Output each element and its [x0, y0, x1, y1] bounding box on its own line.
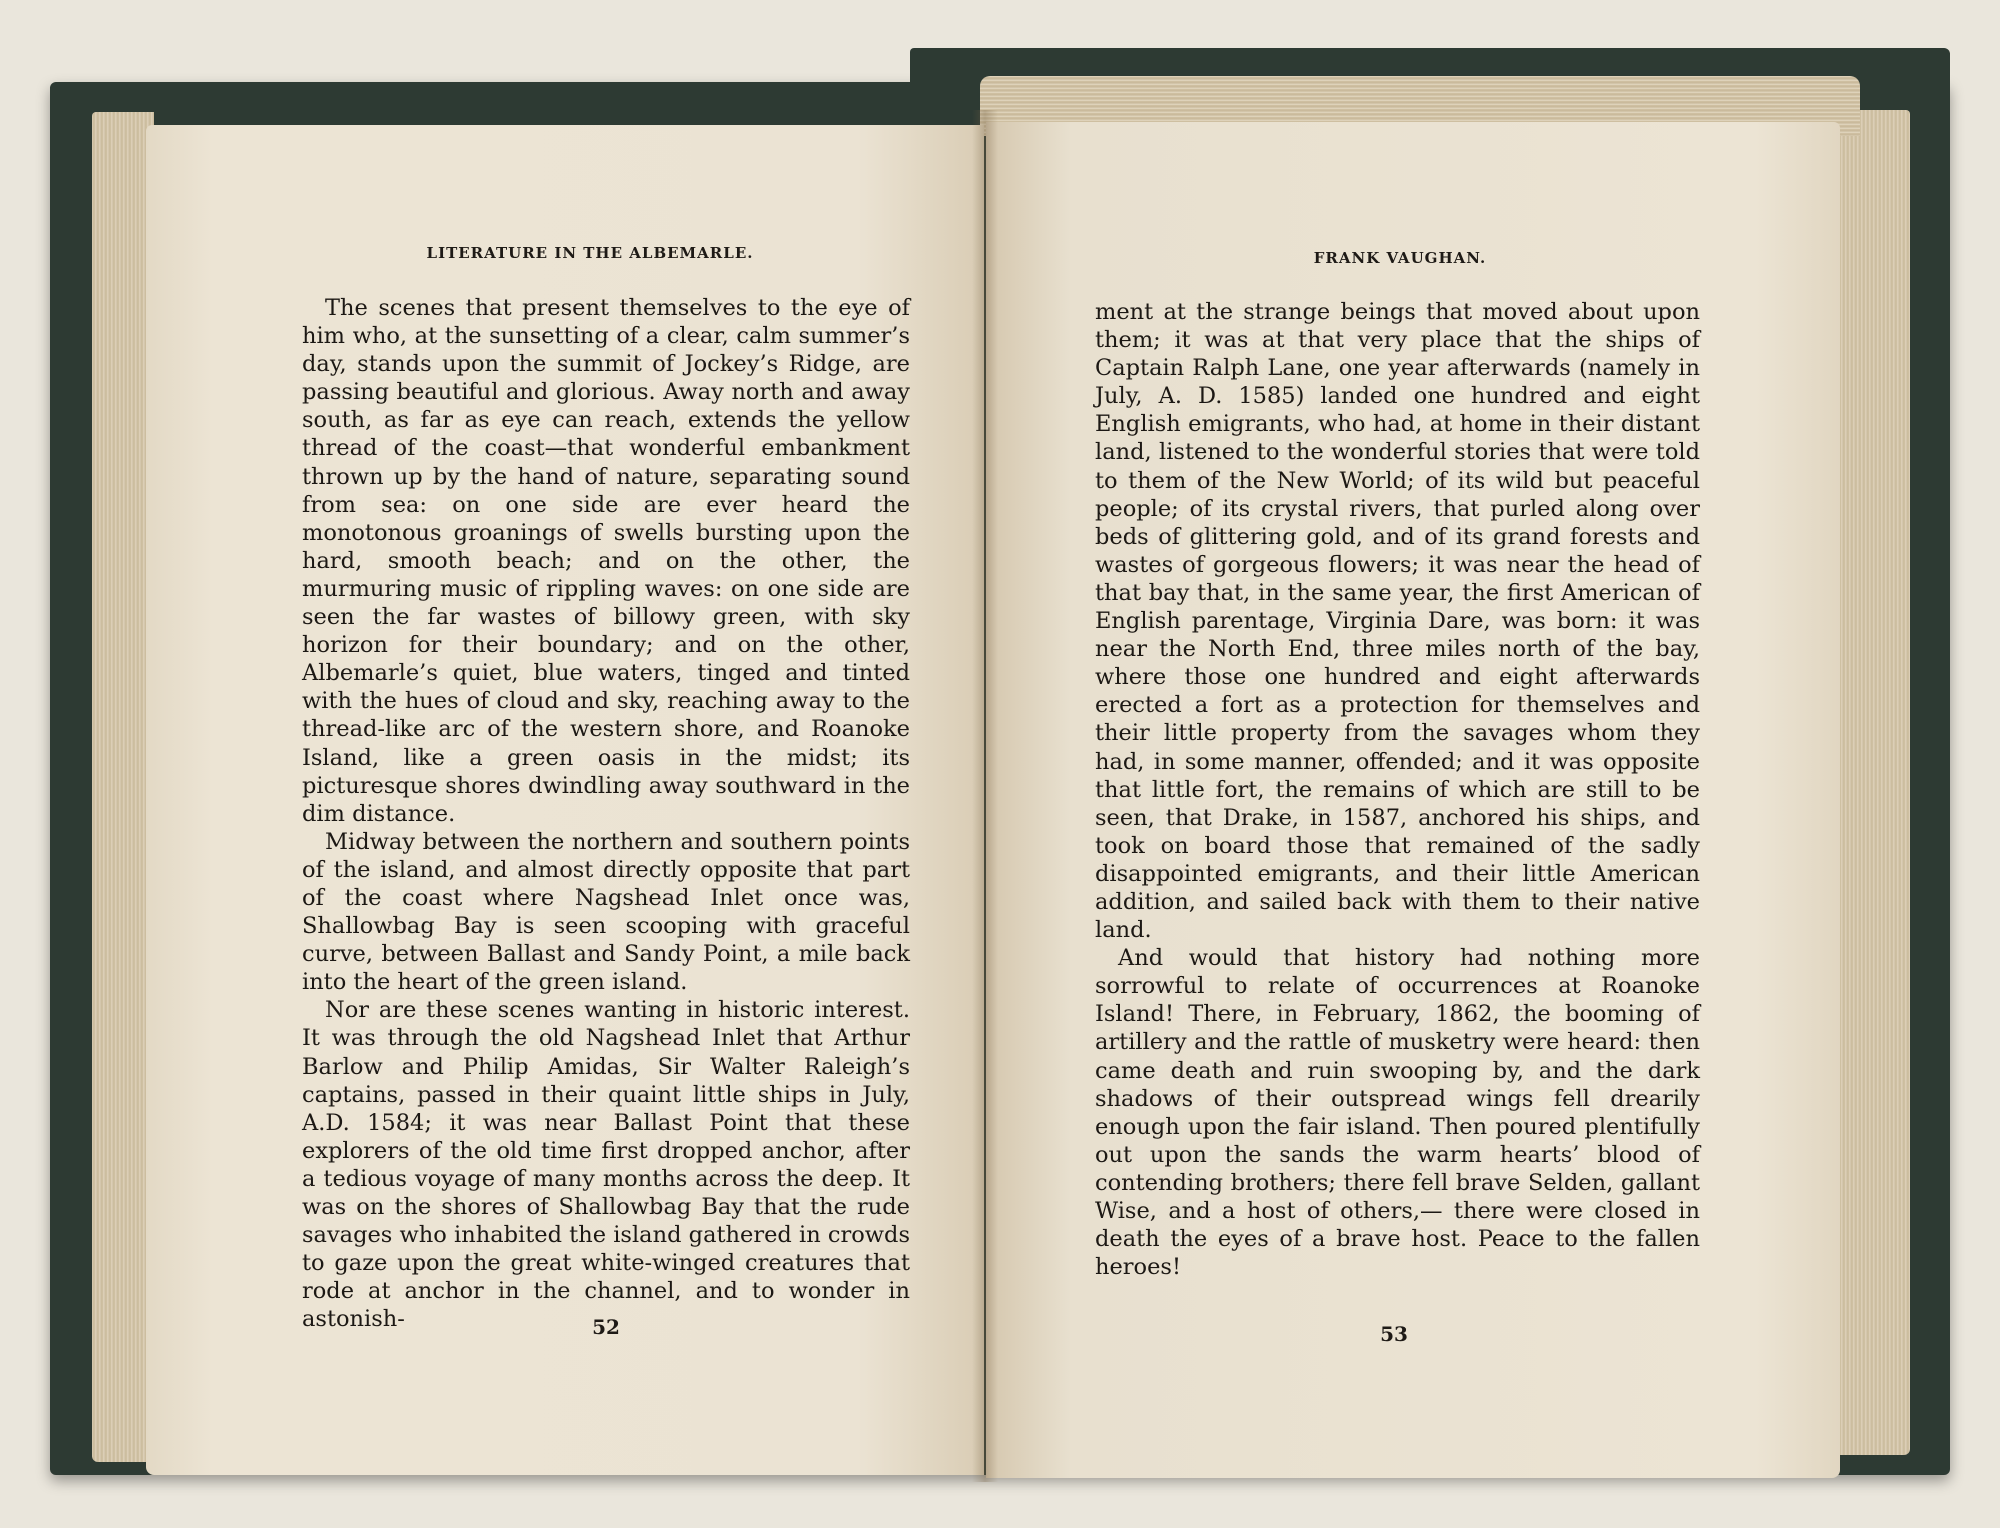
right-running-head: FRANK VAUGHAN. — [1313, 249, 1487, 267]
paragraph: The scenes that present themselves to the eye of him who, at the sunsetting of a clear, calm summer’s day, stands upon the summit of Jockey’s Ridge, are passing beautiful and glorious. Away north and away south, as far as eye can reach, extends the yellow thread of the coast—that wonderful embankment thrown up by the hand of nature, separating sound from sea: on one side are ever heard the monotonous groanings of swells bursting upon the hard, smooth beach; and on the other, the murmuring music of rippling waves: on one side are seen the far wastes of billowy green, with sky horizon for their boundary; and on the other, Albemarle’s quiet, blue waters, tinged and tinted with the hues of cloud and sky, reaching away to the thread-like arc of the western shore, and Roanoke Island, like a green oasis in the midst; its picturesque shores dwindling away southward in the dim distance. — [302, 295, 910, 827]
book-gutter — [972, 110, 998, 1482]
right-page-number: 53 — [1380, 1322, 1408, 1346]
paragraph: And would that history had nothing more sorrowful to relate of occurrences at Roanoke Island! There, in February, 1862, the booming of artillery and the rattle of musketry were heard: then came death and ruin swooping by, and the dark shadows of their outspread wings fell drearily enough upon the fair island. Then poured plentifully out upon the sands the warm hearts’ blood of contending brothers; there fell brave Selden, gallant Wise, and a host of others,— there were closed in death the eyes of a brave host. Peace to the fallen heroes! — [1095, 945, 1700, 1281]
left-page-text — [302, 294, 910, 1333]
left-page-number: 52 — [592, 1315, 620, 1339]
right-page-edges — [1830, 110, 1910, 1455]
right-page-text — [1095, 298, 1700, 1281]
paragraph: Nor are these scenes wanting in historic interest. It was through the old Nagshead Inlet that Arthur Barlow and Philip Amidas, Sir Walter Raleigh’s captains, passed in their quaint little ships in July, A.D. 1584; it was near Ballast Point that these explorers of the old time first dropped anchor, after a tedious voyage of many months across the deep. It was on the shores of Shallowbag Bay that the rude savages who inhabited the island gathered in crowds to gaze upon the great white-winged creatures that rode at anchor in the channel, and to wonder in astonish- — [302, 997, 910, 1333]
left-page-edges — [92, 112, 154, 1462]
paragraph: Midway between the northern and southern points of the island, and almost directly opposite that part of the coast where Nagshead Inlet once was, Shallowbag Bay is seen scooping with graceful curve, between Ballast and Sandy Point, a mile back into the heart of the green island. — [302, 828, 910, 996]
paragraph: ment at the strange beings that moved about upon them; it was at that very place that the ships of Captain Ralph Lane, one year afterwards (namely in July, A. D. 1585) landed one hundred and eight English emigrants, who had, at home in their distant land, listened to the wonderful stories that were told to them of the New World; of its wild but peaceful people; of its crystal rivers, that purled along over beds of glittering gold, and of its grand forests and wastes of gorgeous flowers; it was near the head of that bay that, in the same year, the first American of English parentage, Virginia Dare, was born: it was near the North End, three miles north of the bay, where those one hundred and eight afterwards erected a fort as a protection for themselves and their little property from the savages whom they had, in some manner, offended; and it was opposite that little fort, the remains of which are still to be seen, that Drake, in 1587, anchored his ships, and took on board those that remained of the sadly disappointed emigrants, and their little American addition, and sailed back with them to their native land. — [1095, 299, 1700, 944]
left-running-head: LITERATURE IN THE ALBEMARLE. — [426, 244, 754, 262]
